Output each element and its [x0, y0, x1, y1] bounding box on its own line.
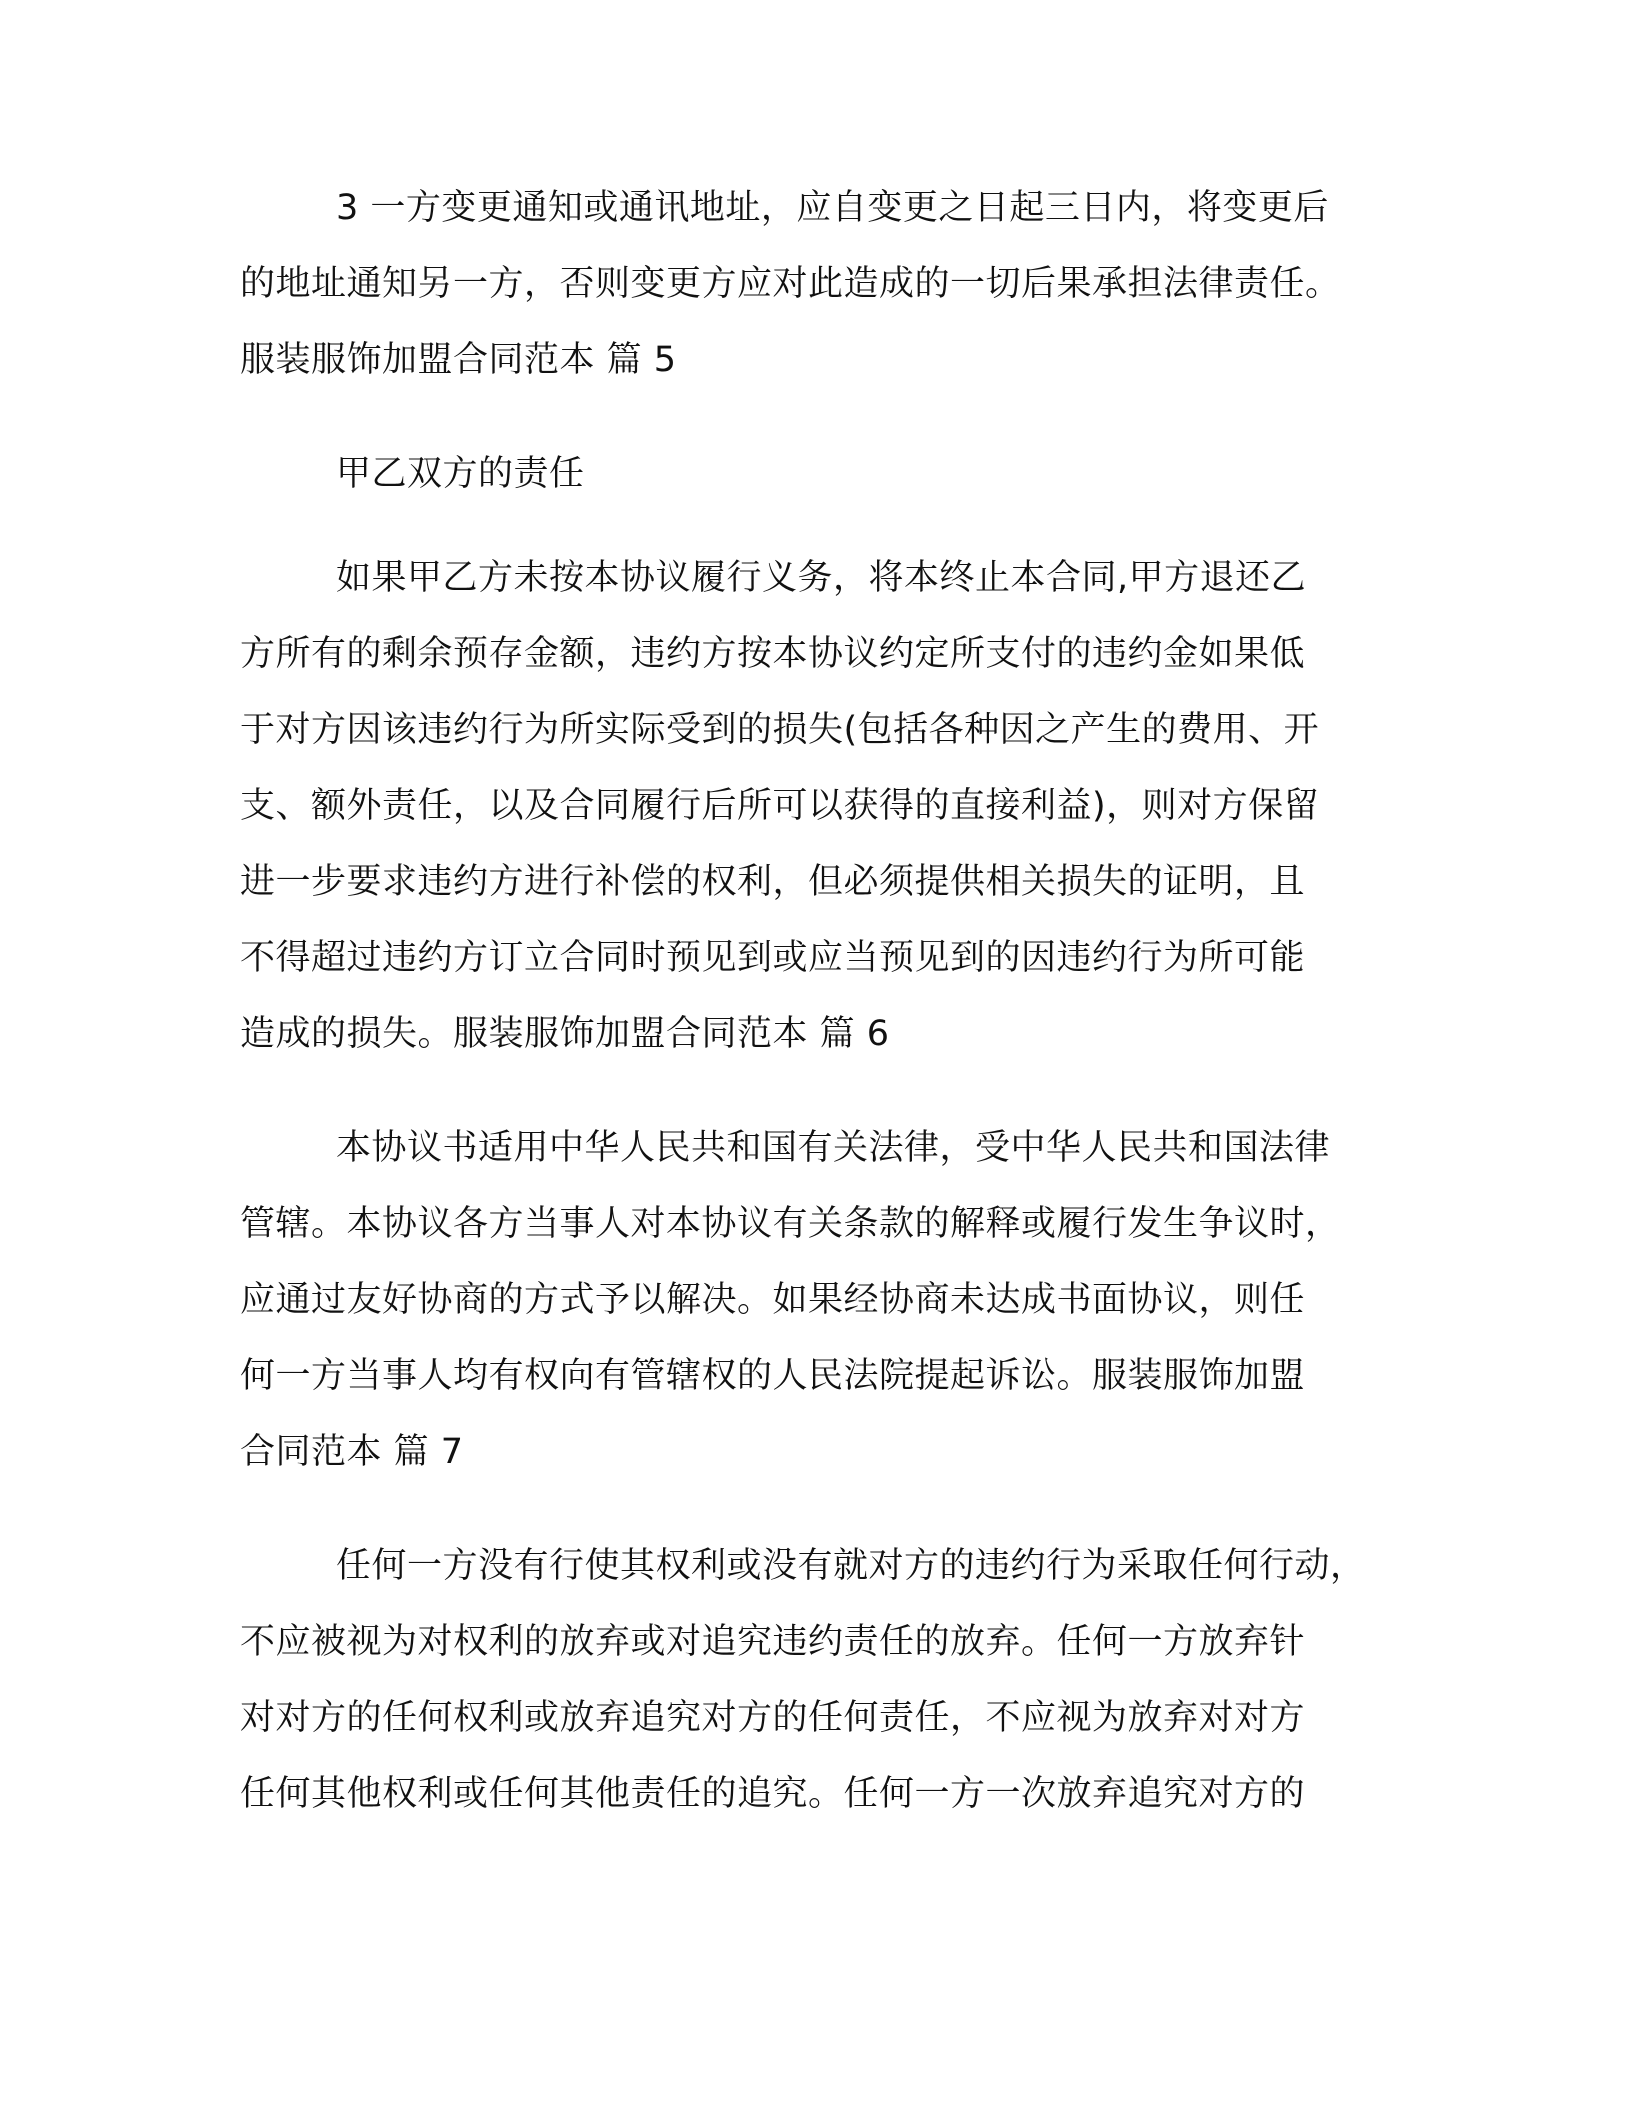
text-line: 3 一方变更通知或通讯地址，应自变更之日起三日内，将变更后 [336, 188, 1329, 228]
text-line: 何一方当事人均有权向有管辖权的人民法院提起诉讼。服装服饰加盟 [240, 1356, 1306, 1396]
text-line: 进一步要求违约方进行补偿的权利，但必须提供相关损失的证明，且 [240, 862, 1306, 902]
text-line: 管辖。本协议各方当事人对本协议有关条款的解释或履行发生争议时， [240, 1204, 1341, 1244]
text-line: 造成的损失。服装服饰加盟合同范本 篇 6 [240, 1014, 890, 1054]
text-line: 不应被视为对权利的放弃或对追究违约责任的放弃。任何一方放弃针 [240, 1622, 1306, 1662]
text-line: 如果甲乙方未按本协议履行义务，将本终止本合同,甲方退还乙 [336, 558, 1307, 598]
section-heading: 服装服饰加盟合同范本 篇 5 [240, 340, 677, 380]
text-line: 不得超过违约方订立合同时预见到或应当预见到的因违约行为所可能 [240, 938, 1306, 978]
text-line: 于对方因该违约行为所实际受到的损失(包括各种因之产生的费用、开 [240, 710, 1320, 750]
text-line: 任何其他权利或任何其他责任的追究。任何一方一次放弃追究对方的 [240, 1774, 1306, 1814]
text-line: 的地址通知另一方，否则变更方应对此造成的一切后果承担法律责任。 [240, 264, 1341, 304]
text-line: 对对方的任何权利或放弃追究对方的任何责任，不应视为放弃对对方 [240, 1698, 1306, 1738]
section-subheading: 甲乙双方的责任 [336, 454, 585, 494]
text-line: 应通过友好协商的方式予以解决。如果经协商未达成书面协议，则任 [240, 1280, 1306, 1320]
text-line: 本协议书适用中华人民共和国有关法律，受中华人民共和国法律 [336, 1128, 1331, 1168]
section-heading: 合同范本 篇 7 [240, 1432, 464, 1472]
text-line: 方所有的剩余预存金额，违约方按本协议约定所支付的违约金如果低 [240, 634, 1306, 674]
text-line: 任何一方没有行使其权利或没有就对方的违约行为采取任何行动， [336, 1546, 1366, 1586]
text-line: 支、额外责任，以及合同履行后所可以获得的直接利益)，则对方保留 [240, 786, 1320, 826]
